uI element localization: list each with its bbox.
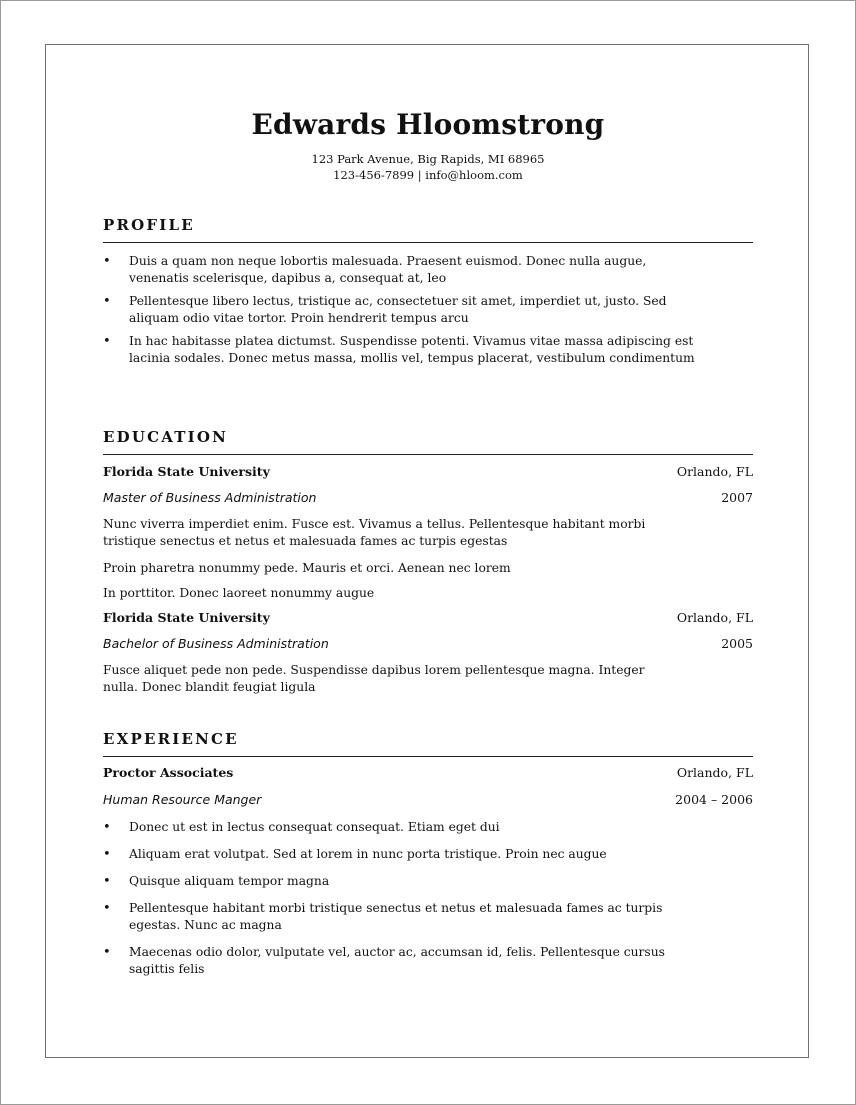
profile-bullet: • Duis a quam non neque lobortis malesuada. Praesent euismod. Donec nulla augue, venenatis scelerisque, dapibus a, consequat at, leo	[103, 253, 703, 287]
section-divider	[103, 242, 753, 243]
education-entry-header	[103, 464, 753, 484]
degree-title: Master of Business Administration	[103, 490, 317, 505]
section-divider	[103, 454, 753, 455]
section-title-profile: PROFILE	[103, 216, 195, 234]
job-title: Human Resource Manger	[103, 792, 262, 807]
profile-bullet: • In hac habitasse platea dictumst. Suspendisse potenti. Vivamus vitae massa adipiscing est lacinia sodales. Donec metus massa, mollis vel, tempus placerat, vestibulum condimentum	[103, 333, 703, 367]
school-location: Orlando, FL	[676, 610, 753, 625]
profile-bullet: • Pellentesque libero lectus, tristique ac, consectetuer sit amet, imperdiet ut, justo. Sed aliquam odio vitae tortor. Proin hendrerit tempus arcu	[103, 293, 703, 327]
degree-year: 2007	[721, 490, 753, 505]
company-name: Proctor Associates	[103, 765, 234, 780]
education-detail: Fusce aliquet pede non pede. Suspendisse dapibus lorem pellentesque magna. Integer nulla. Donec blandit feugiat ligula	[103, 663, 645, 694]
school-location: Orlando, FL	[676, 464, 753, 479]
school-name: Florida State University	[103, 464, 270, 479]
experience-entry-header	[103, 765, 753, 785]
education-detail: Nunc viverra imperdiet enim. Fusce est. Vivamus a tellus. Pellentesque habitant morbi tristique senectus et netus et malesuada fames ac turpis egestas	[103, 517, 646, 548]
experience-bullet: • Aliquam erat volutpat. Sed at lorem in nunc porta tristique. Proin nec augue	[103, 846, 703, 863]
experience-bullet-list	[103, 819, 703, 978]
section-divider	[103, 756, 753, 757]
section-title-education: EDUCATION	[103, 428, 229, 446]
education-detail: Proin pharetra nonummy pede. Mauris et orci. Aenean nec lorem	[103, 561, 511, 575]
job-dates: 2004 – 2006	[675, 792, 753, 807]
experience-bullet: • Pellentesque habitant morbi tristique senectus et netus et malesuada fames ac turpis egestas. Nunc ac magna	[103, 900, 703, 934]
experience-bullet: • Quisque aliquam tempor magna	[103, 873, 703, 890]
experience-bullet: • Donec ut est in lectus consequat consequat. Etiam eget dui	[103, 819, 703, 836]
education-degree-row	[103, 490, 753, 510]
contact-address: 123 Park Avenue, Big Rapids, MI 68965	[311, 152, 545, 166]
profile-bullet-list	[103, 253, 703, 367]
degree-title: Bachelor of Business Administration	[103, 636, 329, 651]
school-name: Florida State University	[103, 610, 270, 625]
resume-name: Edwards Hloomstrong	[251, 108, 605, 141]
contact-phone-email: 123-456-7899 | info@hloom.com	[333, 168, 523, 182]
education-entry-header	[103, 610, 753, 630]
experience-bullet: • Maecenas odio dolor, vulputate vel, auctor ac, accumsan id, felis. Pellentesque cursus sagittis felis	[103, 944, 703, 978]
education-degree-row	[103, 636, 753, 656]
experience-role-row	[103, 792, 753, 812]
education-detail: In porttitor. Donec laoreet nonummy augue	[103, 586, 375, 600]
company-location: Orlando, FL	[676, 765, 753, 780]
section-title-experience: EXPERIENCE	[103, 730, 239, 748]
degree-year: 2005	[721, 636, 753, 651]
